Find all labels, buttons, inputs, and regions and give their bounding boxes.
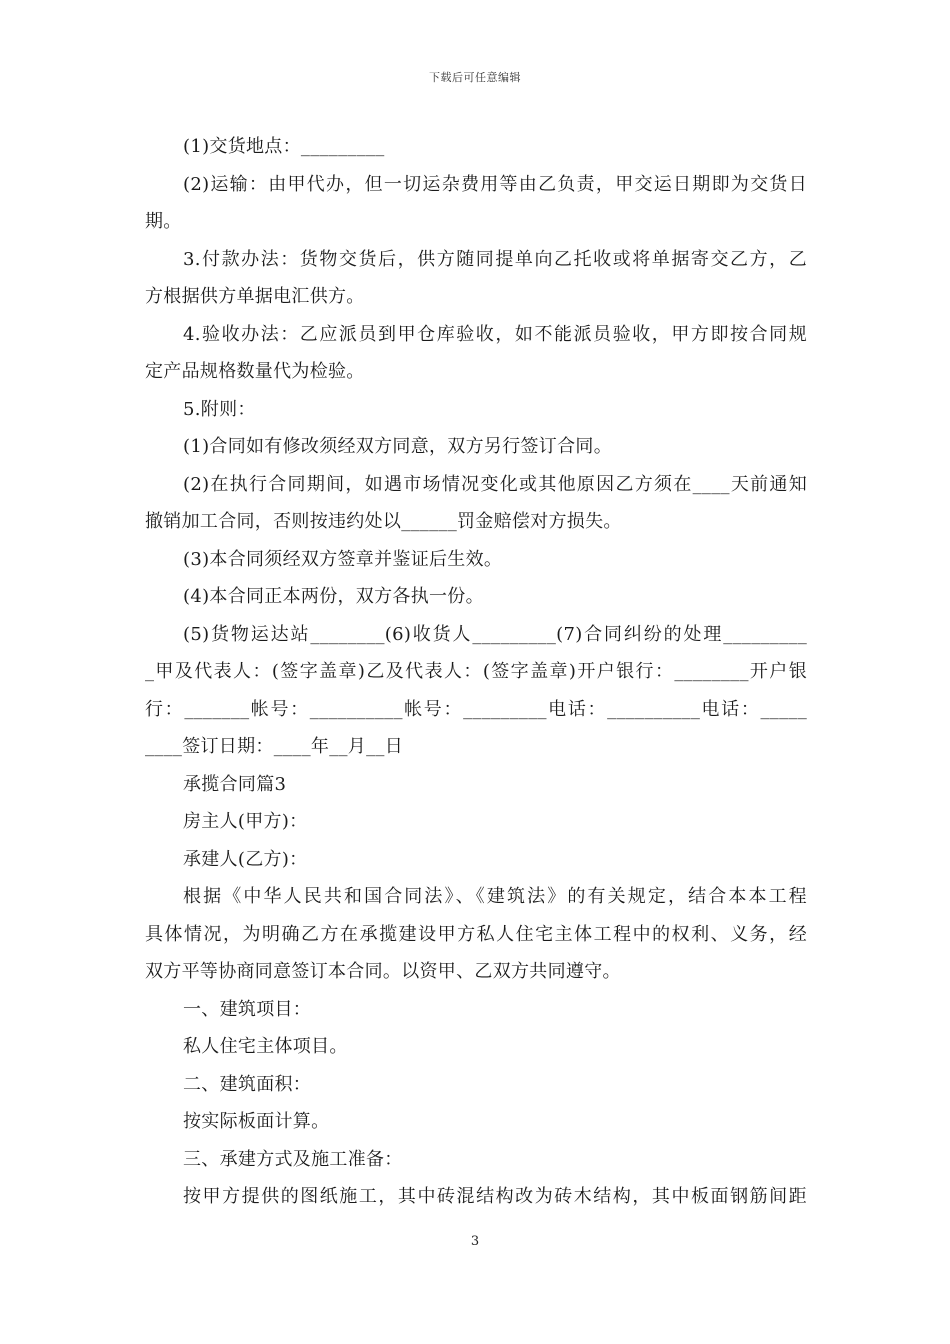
paragraph-line: (1)交货地点：_________ (183, 136, 385, 157)
section-heading: 三、承建方式及施工准备： (183, 1148, 403, 1170)
section-heading: 一、建筑项目： (183, 998, 312, 1020)
page-number: 3 (470, 1234, 480, 1249)
paragraph-line: (1)合同如有修改须经双方同意，双方另行签订合同。 (183, 436, 612, 457)
paragraph-line: (4)本合同正本两份，双方各执一份。 (183, 586, 484, 607)
paragraph-line: (2)在执行合同期间，如遇市场情况变化或其他原因乙方须在____天前通知 (183, 473, 807, 495)
paragraph-line: 按实际板面计算。 (183, 1111, 330, 1132)
paragraph-line: 具体情况，为明确乙方在承揽建设甲方私人住宅主体工程中的权利、义务，经 (145, 923, 807, 945)
paragraph-line: (3)本合同须经双方签章并鉴证后生效。 (183, 548, 503, 570)
page-header-note: 下载后可任意编辑 (429, 71, 521, 84)
paragraph-line: 5.附则： (183, 398, 256, 420)
paragraph-line: _甲及代表人：(签字盖章)乙及代表人：(签字盖章)开户银行：________开户银 (145, 661, 807, 682)
paragraph-line: 房主人(甲方)： (183, 811, 308, 832)
paragraph-line: (2)运输：由甲代办，但一切运杂费用等由乙负责，甲交运日期即为交货日 (183, 173, 807, 195)
paragraph-line: 根据《中华人民共和国合同法》、《建筑法》的有关规定，结合本本工程 (183, 886, 807, 907)
paragraph-line: 双方平等协商同意签订本合同。以资甲、乙双方共同遵守。 (145, 961, 621, 982)
document-body (145, 128, 807, 1216)
paragraph-line: (5)货物运达站________(6)收货人_________(7)合同纠纷的处理_________ (183, 623, 807, 645)
paragraph-line: 方根据供方单据电汇供方。 (145, 286, 365, 307)
section-title: 承揽合同篇3 (183, 773, 287, 795)
paragraph-line: 承建人(乙方)： (183, 848, 308, 870)
section-heading: 二、建筑面积： (183, 1073, 312, 1095)
paragraph-line: 4.验收办法：乙应派员到甲仓库验收，如不能派员验收，甲方即按合同规 (183, 323, 807, 345)
paragraph-line: 按甲方提供的图纸施工，其中砖混结构改为砖木结构，其中板面钢筋间距 (183, 1186, 807, 1207)
paragraph-line: 3.付款办法：货物交货后，供方随同提单向乙托收或将单据寄交乙方，乙 (183, 248, 807, 270)
paragraph-line: 期。 (145, 211, 182, 232)
paragraph-line: 定产品规格数量代为检验。 (145, 361, 365, 382)
paragraph-line: 撤销加工合同，否则按违约处以______罚金赔偿对方损失。 (145, 511, 622, 532)
paragraph-line: ____签订日期：____年__月__日 (145, 736, 403, 757)
paragraph-line: 行：_______帐号：__________帐号：_________电话：__________电话：_____ (145, 698, 807, 720)
paragraph-line: 私人住宅主体项目。 (183, 1036, 348, 1057)
